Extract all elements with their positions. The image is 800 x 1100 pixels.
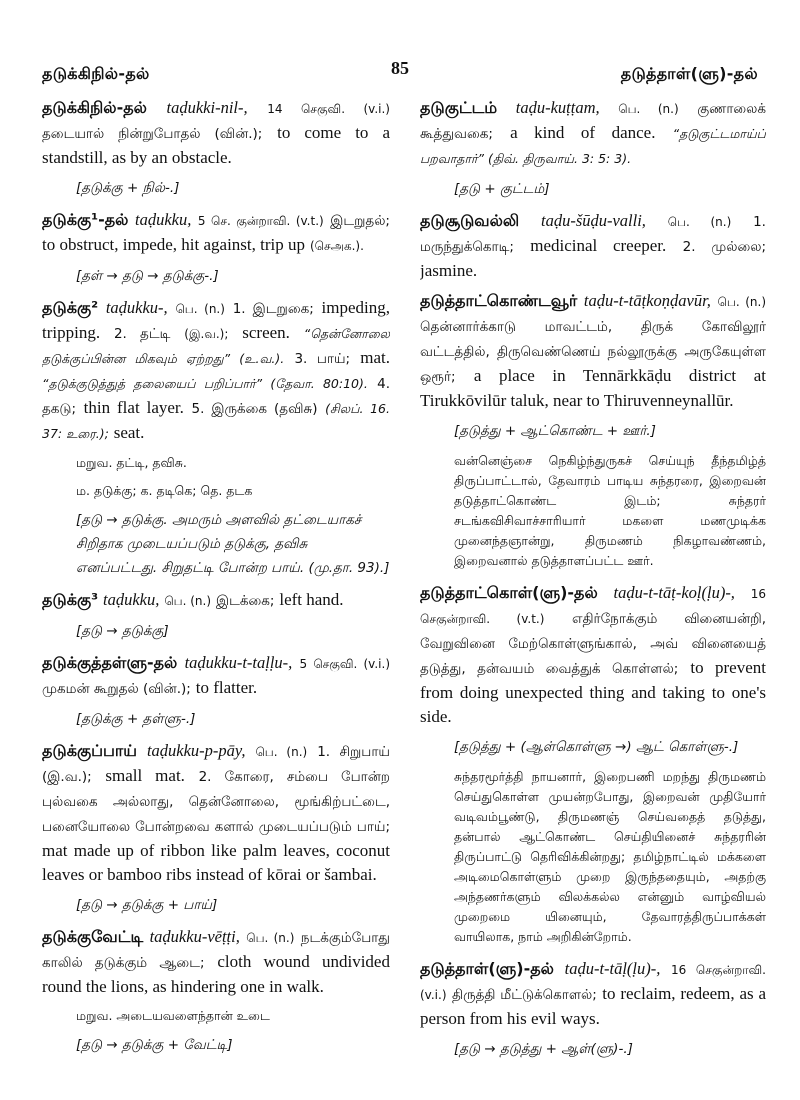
grammar-label: 16 செகுன்றாவி. (v.i.) — [420, 963, 766, 1002]
dictionary-entry — [420, 209, 766, 283]
english-definition: a kind of dance. — [510, 123, 656, 142]
headword: தடுக்கு³ — [42, 590, 99, 609]
transliteration: taḍukku-, — [105, 298, 168, 317]
grammar-label: 16 செகுன்றாவி. (v.t.) — [420, 587, 766, 626]
etymology: [தடு → தடுக்கு. அமரும் அளவில் தட்டையாகச் சிறிதாக முடையப்படும் தடுக்கு, தவிசு எனப்பட்டது. சிறுதட்டி போன்ற பாய். (மு.தா. 93).] — [76, 512, 390, 576]
etymology: [தடு → தடுத்து + ஆள்(ளு)-.] — [454, 1041, 633, 1057]
headword: தடுக்குப்பாய் — [42, 741, 137, 760]
tamil-definition: குணாலைக் கூத்துவகை; — [420, 101, 766, 142]
sense-1-english: impeding, tripping. — [42, 298, 390, 342]
sense-2: 2. தட்டி — [113, 326, 171, 342]
headword: தடுத்தாட்கொள்(ளு)-தல் — [420, 583, 598, 602]
grammar-label: பெ. (n.) — [175, 302, 225, 316]
explanatory-note: சுந்தரமூர்த்தி நாயனார், இறைபணி மறந்து திருமணம் செய்துகொள்ள முயன்றபோது, இறைவன் முதியோர் வடிவம்பூண்டு, திருமணஞ் செய்வதைத் தடுத்து, தன்பால் ஆட்கொண்ட செய்தியினைச் சுந்தரரின் திருப்பாட்டு தெரிவிக்கின்றது; தமிழ்நாட்டில் மக்களை அடிமைகொள்ளும் முறை இருந்ததையும், அதற்கு அந்தணர்களும் விலக்கல்ல என்னும் வாழ்வியல் முறைமை யினையும், தேவாரத்திருப்பாக்கள் வாயிலாக, நாம் அறிகின்றோம். — [454, 769, 766, 944]
etymology: [தடுக்கு + நில்-.] — [76, 180, 180, 196]
sense-5-english: seat. — [113, 423, 145, 442]
etymology: [தடுத்து + ஆட்கொண்ட + ஊர்.] — [454, 423, 656, 439]
etymology: [தடுக்கு + தள்ளு-.] — [76, 711, 196, 727]
grammar-label: பெ. (n.) — [164, 594, 211, 608]
grammar-label: பெ. (n.) — [246, 931, 295, 945]
grammar-label: 5 செகுவி. (v.i.) — [299, 657, 390, 671]
english-definition: cloth wound undivided round the lions, as hindering one in walk. — [42, 952, 390, 996]
dictionary-entry — [42, 588, 390, 613]
etymology: [தள் → தடு → தடுக்கு-.] — [76, 268, 219, 284]
headword: தடுசூடுவல்லி — [420, 211, 520, 230]
tamil-definition: தென்னார்க்காடு மாவட்டம், திருக் கோவிலூர் வட்டத்தில், திருவெண்ணெய் நல்லூருக்கு அருகேயுள்ள ஒரூர்; — [420, 319, 766, 385]
tamil-definition: தடையால் நின்றுபோதல் (வின்.); — [42, 126, 263, 142]
sense-1-english: medicinal creeper. — [530, 236, 667, 255]
tamil-definition: இடக்கை; — [215, 593, 275, 609]
quotation: “தடுக்குடுத்துத் தலையைப் பறிப்பார்” (தேவா. 80:10). — [42, 376, 368, 391]
transliteration: taḍu-kuṭṭam, — [515, 98, 600, 117]
headword: தடுகுட்டம் — [420, 98, 498, 117]
tamil-definition: எதிர்நோக்கும் வினையன்றி, வேறுவினை மேற்கொள்ளுங்கால், அவ் வினையைத் தடுத்து, தன்வயம் வைத்துக் கொள்ளல்; — [420, 611, 766, 677]
etymology: [தடு → தடுக்கு + பாய்] — [76, 897, 218, 913]
sense-2-english: mat made up of ribbon like palm leaves, coconut leaves or bamboo ribs instead of kōrai or šambai. — [42, 841, 390, 884]
quotation: (சிலப். 16. 37: உரை.); — [42, 401, 390, 441]
explanatory-note: வன்னெஞ்சை நெகிழ்ந்துருகச் செய்யுந் தீந்தமிழ்த் திருப்பாட்டால், தேவாரம் பாடிய சுந்தரரை, இறைவன் தடுத்தாட்கொண்ட இடம்; சுந்தரர் சடங்கவிசிவாச்சாரியார் மகளை மணமுடிக்க முனைந்தஞான்று, திருமணம் நிகழாவண்ணம், இறைவனால் தடுத்தாளப்பட்ட ஊர். — [454, 453, 766, 568]
tamil-definition: இடறுதல்; — [330, 213, 390, 229]
sense-3: 3. பாய்; — [294, 351, 351, 367]
transliteration: taḍu-t-tāṭ-koḷ(ḷu)-, — [613, 583, 735, 602]
sense-1-english: small mat. — [105, 766, 185, 785]
transliteration: taḍukku-t-taḷḷu-, — [184, 653, 293, 672]
sense-2-english: screen. — [242, 323, 290, 342]
transliteration: taḍukki-nil-, — [166, 98, 248, 117]
dictionary-entry — [42, 208, 390, 258]
dictionary-entry — [42, 96, 390, 170]
source-citation: (செஅக.). — [309, 239, 364, 253]
synonyms: மறுவ. தட்டி, தவிசு. — [76, 455, 187, 470]
sense-2-label: (இ.வ.); — [184, 327, 229, 341]
headword: தடுத்தாள்(ளு)-தல் — [420, 959, 554, 978]
transliteration: taḍu-šūḍu-valli, — [540, 211, 646, 230]
sense-4: 4. தகடு; — [42, 376, 390, 417]
right-column — [420, 96, 766, 1086]
dictionary-entry — [420, 957, 766, 1031]
transliteration: taḍu-t-tāḷ(ḷu)-, — [564, 959, 661, 978]
transliteration: taḍukku, — [134, 210, 192, 229]
left-column — [42, 96, 390, 1086]
dictionary-entry — [420, 581, 766, 729]
running-head-right: தடுத்தாள்(ளு)-தல் — [620, 64, 758, 83]
english-definition: a place in Tennārkkāḍu district at Tirukkōvilūr taluk, near to Thiruvenneynallūr. — [420, 366, 766, 410]
grammar-label: பெ. (n.) — [667, 215, 732, 229]
grammar-label: பெ. (n.) — [717, 295, 766, 309]
synonyms: மறுவ. அடையவளைந்தான் உடை — [76, 1008, 270, 1023]
headword: தடுக்கு² — [42, 298, 99, 317]
tamil-definition: திருத்தி மீட்டுக்கொளல்; — [452, 987, 597, 1003]
dictionary-entry — [420, 96, 766, 171]
grammar-label: பெ. (n.) — [255, 745, 308, 759]
etymology: [தடுத்து + (ஆள்கொள்ளு →) ஆட் கொள்ளு-.] — [454, 739, 739, 755]
running-head-left: தடுக்கிநில்-தல் — [42, 64, 150, 83]
grammar-label: 14 செகுவி. (v.i.) — [267, 102, 390, 116]
sense-5: 5. இருக்கை (தவிசு) — [191, 401, 318, 417]
headword: தடுக்கு¹-தல் — [42, 210, 129, 229]
headword: தடுக்குவேட்டி — [42, 927, 144, 946]
transliteration: taḍukku-p-pāy, — [146, 741, 246, 760]
sense-3-english: mat. — [360, 348, 390, 367]
headword: தடுக்கிநில்-தல் — [42, 98, 147, 117]
english-definition: to reclaim, redeem, as a person from his evil ways. — [420, 984, 766, 1028]
quotation: “தென்னோலை தடுக்குப்பின்ன மிகவும் ஏற்றது” (உ.வ.). — [42, 326, 390, 366]
dictionary-entry — [42, 651, 390, 701]
transliteration: taḍu-t-tāṭkoṇḍavūr, — [583, 291, 711, 310]
dictionary-entry — [420, 289, 766, 413]
transliteration: taḍukku, — [103, 590, 160, 609]
sense-1: 1. மருந்துக்கொடி; — [420, 214, 766, 255]
dictionary-entry — [42, 296, 390, 446]
quotation: “தடுகுட்டமாய்ப் பறவாதார்” (திவ். திருவாய். 3: 5: 3). — [420, 126, 766, 166]
transliteration: taḍukku-vēṭṭi, — [149, 927, 240, 946]
dictionary-entry — [42, 925, 390, 999]
english-definition: to prevent from doing unexpected thing and taking to one's side. — [420, 658, 766, 726]
page-number: 85 — [391, 58, 409, 78]
english-definition: to obstruct, impede, hit against, trip up — [42, 235, 305, 254]
headword: தடுக்குத்தள்ளு-தல் — [42, 653, 178, 672]
tamil-definition: நடக்கும்போது காலில் தடுக்கும் ஆடை; — [42, 930, 390, 971]
sense-2: 2. முல்லை; — [682, 239, 766, 255]
etymology: [தடு + குட்டம்] — [454, 181, 550, 197]
grammar-label: பெ. (n.) — [618, 102, 679, 116]
etymology: [தடு → தடுக்கு] — [76, 623, 169, 639]
sense-2-english: jasmine. — [420, 261, 478, 280]
sense-1: 1. சிறுபாய் (இ.வ.); — [42, 744, 390, 785]
tamil-definition: முகமன் கூறுதல் (வின்.); — [42, 681, 191, 697]
english-definition: to come to a standstill, as by an obstacle. — [42, 123, 390, 167]
sense-2: 2. கோரை, சம்பை போன்ற புல்வகை அல்லாது, தென்னோலை, மூங்கிற்பட்டை, பனையோலை போன்றவை களால் முடையப்படும் பாய்; — [42, 769, 390, 835]
sense-4-english: thin flat layer. — [83, 398, 184, 417]
english-definition: to flatter. — [195, 678, 258, 697]
english-definition: left hand. — [279, 590, 344, 609]
etymology: [தடு → தடுக்கு + வேட்டி] — [76, 1037, 233, 1053]
headword: தடுத்தாட்கொண்டவூர் — [420, 291, 578, 310]
dictionary-entry — [42, 739, 390, 887]
cognates: ம. தடுக்கு; க. தடிகெ; தெ. தடக — [76, 483, 253, 498]
sense-1: 1. இடறுகை; — [232, 301, 314, 317]
grammar-label: 5 செ. குன்றாவி. (v.t.) — [197, 214, 324, 228]
